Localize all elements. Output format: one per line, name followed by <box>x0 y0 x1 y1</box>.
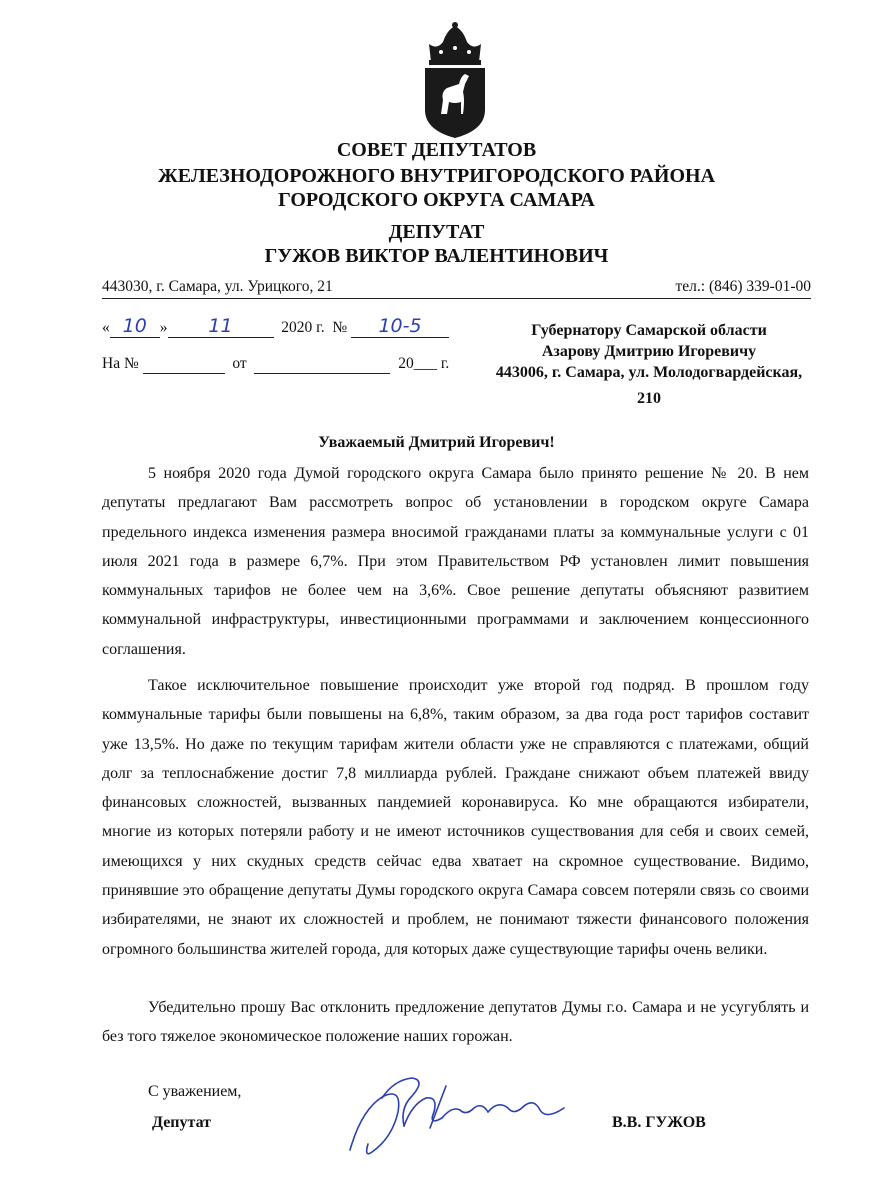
org-title-line1: СОВЕТ ДЕПУТАТОВ <box>336 139 537 161</box>
quote-close: » <box>159 319 168 336</box>
reference-line <box>102 355 449 374</box>
paragraph-text: Такое исключительное повышение происходит уже второй год подряд. В прошлом году коммунальные тарифы были повышены на 6,8%, таким образом, за два года рост тарифов составит уже 13,5%. Но даже по текущим тарифам жители области уже не справляются с платежами, общий долг за теплоснабжение достиг 7,8 миллиарда рублей. Граждане снижают объем платежей ввиду финансовых сложностей, вызванных пандемией коронавируса. Ко мне обращаются избиратели, многие из которых потеряли работу и не имеют источников существования для себя и своих семей, имеющихся у них скудных средств сейчас едва хватает на скромное существование. Видимо, принявшие это обращение депутаты Думы городского округа Самара совсем потеряли связь со своими избирателями, не знают их сложностей и проблем, не понимают тяжести финансового положения огромного большинства жителей города, для которых даже существующие тарифы очень велики. <box>102 677 809 958</box>
body-paragraph-3 <box>102 993 809 1052</box>
closing-phrase: С уважением, <box>148 1083 242 1100</box>
addressee-line1: Губернатору Самарской области <box>531 322 767 339</box>
org-title-line2: ЖЕЛЕЗНОДОРОЖНОГО ВНУТРИГОРОДСКОГО РАЙОНА <box>157 165 716 187</box>
samara-coat-of-arms-icon <box>417 22 493 140</box>
body-paragraph-2 <box>102 671 809 964</box>
addressee-line4: 210 <box>637 390 661 407</box>
quote-open: « <box>102 319 110 336</box>
deputy-name: ГУЖОВ ВИКТОР ВАЛЕНТИНОВИЧ <box>264 245 609 267</box>
date-month: 11 <box>168 315 274 338</box>
address-bar <box>102 276 811 299</box>
org-title-line3: ГОРОДСКОГО ОКРУГА САМАРА <box>278 189 595 211</box>
salutation: Уважаемый Дмитрий Игоревич! <box>318 434 555 451</box>
addressee-line3: 443006, г. Самара, ул. Молодогвардейская, <box>495 364 803 381</box>
paragraph-text: Убедительно прошу Вас отклонить предложение депутатов Думы г.о. Самара и не усугублять и без того тяжелое экономическое положение наших горожан. <box>102 999 809 1046</box>
date-day: 10 <box>110 315 160 338</box>
date-year: 2020 г. <box>281 319 325 336</box>
sender-phone: тел.: (846) 339-01-00 <box>675 278 811 295</box>
handwritten-signature <box>342 1068 582 1168</box>
ref-label: На № <box>102 355 139 372</box>
signer-role: Депутат <box>152 1114 212 1131</box>
paragraph-text: 5 ноября 2020 года Думой городского округа Самара было принято решение № 20. В нем депутаты предлагают Вам рассмотреть вопрос об установлении в городском округе Самара предельного индекса изменения размера вносимой гражданами платы за коммунальные услуги с 01 июля 2021 года в размере 6,7%. При этом Правительством РФ установлен лимит повышения коммунальных тарифов не более чем на 3,6%. Свое решение депутаты объясняют развитием коммунальной инфраструктуры, инвестиционными программами и заключением концессионного соглашения. <box>102 465 809 658</box>
signer-name: В.В. ГУЖОВ <box>612 1114 706 1131</box>
outgoing-date-number <box>102 315 449 338</box>
ref-from: от <box>232 355 247 372</box>
deputy-title: ДЕПУТАТ <box>388 221 485 243</box>
ref-year: 20___ г. <box>398 355 450 372</box>
sender-address: 443030, г. Самара, ул. Урицкого, 21 <box>102 278 333 295</box>
outgoing-number: 10-5 <box>351 315 449 338</box>
body-paragraph-1 <box>102 459 809 664</box>
addressee-line2: Азарову Дмитрию Игоревичу <box>541 343 757 360</box>
number-label: № <box>332 319 348 336</box>
